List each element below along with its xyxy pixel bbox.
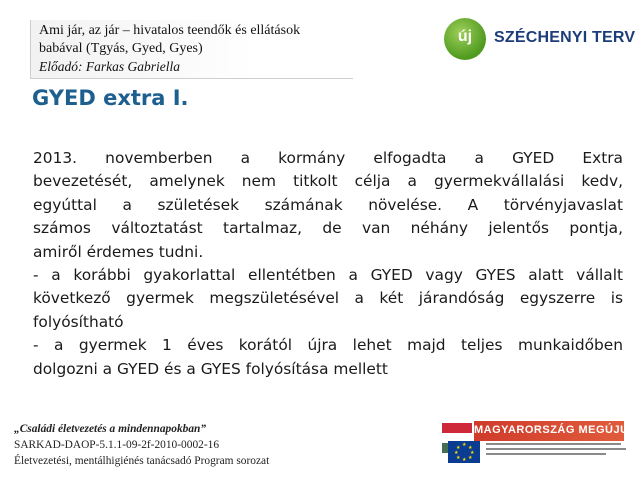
szechenyi-logo-icon bbox=[444, 18, 486, 60]
footer-program-title: „Családi életvezetés a mindennapokban” bbox=[14, 423, 207, 435]
body-line: dolgozni a GYED és a GYES folyósítása mellett bbox=[33, 359, 388, 378]
body-line: következő gyermek megszületésével a két járandóság egyszerre is bbox=[33, 289, 623, 308]
body-line: számos változtatást tartalmaz, de van néhány jelentős pontja, bbox=[33, 219, 623, 238]
logo-name: SZÉCHENYI TERV bbox=[494, 29, 636, 46]
footer-series: Életvezetési, mentálhigiénés tanácsadó Program sorozat bbox=[14, 455, 270, 467]
szechenyi-terv-logo bbox=[440, 18, 636, 62]
body-line: - a korábbi gyakorlattal ellentétben a GYED vagy GYES alatt vállalt bbox=[33, 266, 623, 285]
magyarorszag-megujul-logo bbox=[474, 421, 636, 441]
slide-footer bbox=[14, 421, 334, 469]
body-line: amiről érdemes tudni. bbox=[33, 242, 204, 261]
body-line: folyósítható bbox=[33, 312, 124, 331]
body-line: egyúttal a születések számának növelése. A törvényjavaslat bbox=[33, 195, 623, 214]
slide-title: GYED extra I. bbox=[32, 86, 189, 110]
eu-funding-fineprint bbox=[486, 443, 626, 458]
footer-project-code: SARKAD-DAOP-5.1.1-09-2f-2010-0002-16 bbox=[14, 439, 220, 451]
header-title-line1: Ami jár, az jár – hivatalos teendők és ellátások bbox=[39, 23, 301, 38]
header-title-line2: babával (Tgyás, Gyed, Gyes) bbox=[39, 41, 203, 56]
eu-flag-icon: ★ ★ ★ ★ ★ ★ ★ ★ bbox=[448, 441, 480, 463]
body-line: bevezetését, amelynek nem titkolt célja a gyermekvállalási kedv, bbox=[33, 172, 623, 191]
body-line: - a gyermek 1 éves korától újra lehet majd teljes munkaidőben bbox=[33, 336, 623, 355]
header-presenter: Előadó: Farkas Gabriella bbox=[39, 59, 180, 74]
logo-circle-text: új bbox=[457, 28, 473, 45]
presentation-header bbox=[30, 20, 353, 79]
body-line: 2013. novemberben a kormány elfogadta a GYED Extra bbox=[33, 149, 623, 167]
slide-body bbox=[33, 147, 623, 381]
banner-text: MAGYARORSZÁG MEGÚJUL bbox=[474, 424, 636, 436]
